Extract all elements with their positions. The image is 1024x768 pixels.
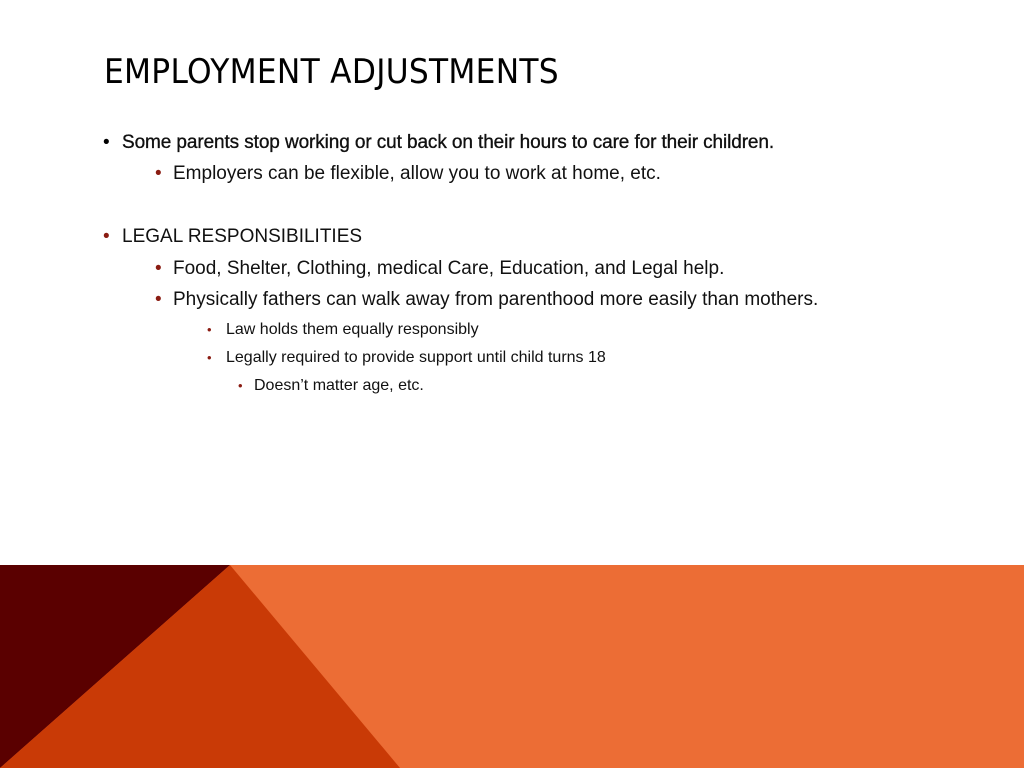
bullet-text: Legally required to provide support until child turns 18 [226, 349, 606, 366]
bullet-marker: • [103, 132, 110, 153]
sub-sub-bullet-support-18 [207, 349, 606, 367]
bullet-marker: • [207, 322, 212, 337]
decorative-footer-shapes [0, 565, 1024, 768]
sub-sub-bullet-law-equal [207, 321, 479, 339]
bullet-text: Employers can be flexible, allow you to work at home, etc. [173, 163, 661, 184]
bullet-legal-responsibilities [103, 226, 362, 248]
sub-bullet-fathers [155, 289, 818, 311]
bullet-text: Law holds them equally responsibly [226, 321, 479, 338]
level4-bullet-age [238, 377, 424, 395]
bullet-text: Food, Shelter, Clothing, medical Care, Education, and Legal help. [173, 258, 725, 279]
bullet-text: Some parents stop working or cut back on their hours to care for their children. [122, 132, 775, 153]
bullet-marker: • [103, 226, 110, 247]
bullet-marker: • [155, 289, 162, 310]
bullet-marker: • [155, 258, 162, 279]
bullet-text: LEGAL RESPONSIBILITIES [122, 226, 363, 247]
sub-bullet-employers-flexible [155, 163, 661, 185]
bullet-marker: • [238, 378, 243, 393]
bullet-marker: • [155, 163, 162, 184]
bullet-text: Doesn’t matter age, etc. [254, 377, 424, 394]
bullet-marker: • [207, 350, 212, 365]
bullet-text: Physically fathers can walk away from parenthood more easily than mothers. [173, 289, 819, 310]
sub-bullet-provisions [155, 258, 724, 280]
slide-title: EMPLOYMENT ADJUSTMENTS [104, 52, 559, 92]
bullet-employment-change [103, 132, 774, 154]
